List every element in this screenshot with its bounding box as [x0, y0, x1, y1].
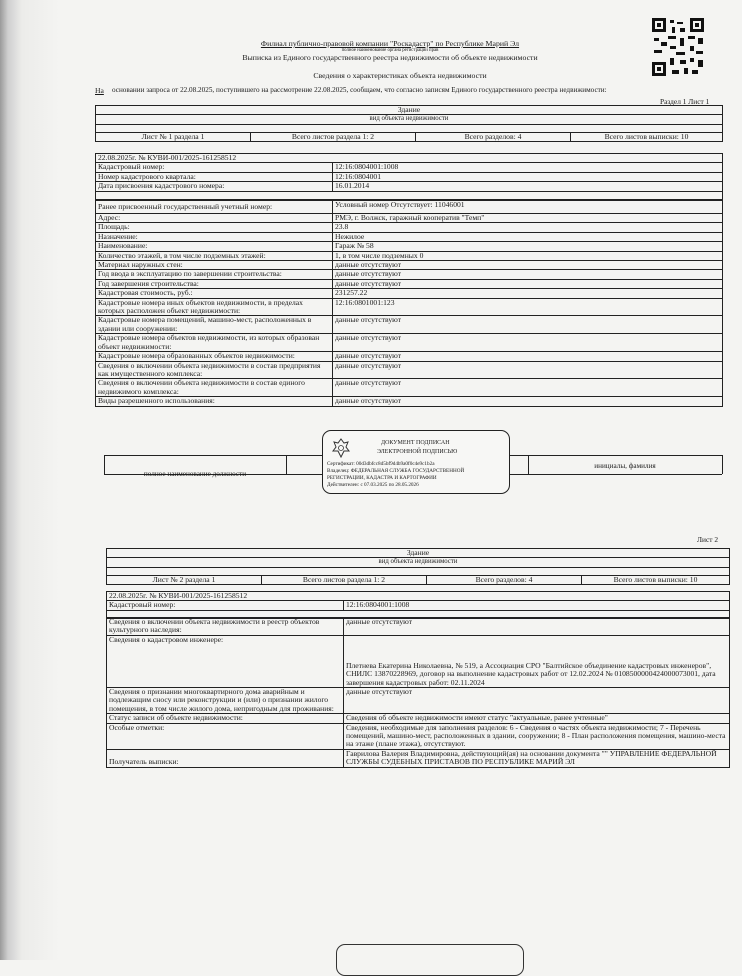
- e-signature-stamp-partial: [336, 944, 524, 976]
- e-signature-stamp: ДОКУМЕНТ ПОДПИСАН ЭЛЕКТРОННОЙ ПОДПИСЬЮ Сертификат: 00d3dbfcc8d5bf9d4b9a0f0c4e9c1b2a Владелец: ФЕДЕРАЛЬНАЯ СЛУЖБА ГОСУДАРСТВЕННОЙ РЕГИСТРАЦИИ, КАДАСТРА И КАРТОГРАФИИ Действителен: с 07.03.2025 по 28.05.2026: [322, 430, 510, 494]
- basis-prefix: На: [95, 86, 104, 95]
- table-row: Номер кадастрового квартала: 12:16:0804001: [96, 172, 723, 181]
- sheet1-ident-table: [95, 153, 723, 200]
- table-row: Кадастровые номера объектов недвижимости, из которых образован объект недвижимости: данные отсутствуют: [96, 334, 723, 352]
- table-row: Количество этажей, в том числе подземных этажей: 1, в том числе подземных 0: [96, 251, 723, 260]
- request-ref: 22.08.2025г. № КУВИ-001/2025-161258512: [96, 154, 723, 163]
- object-type-caption: вид объекта недвижимости: [96, 115, 723, 124]
- table-row: Назначение: Нежилое: [96, 232, 723, 241]
- table-row: Виды разрешенного использования: данные отсутствуют: [96, 397, 723, 406]
- coat-of-arms-icon: [331, 437, 351, 459]
- table-row: Площадь: 23.8: [96, 223, 723, 232]
- org-sub: полное наименование органа регистрации прав: [341, 48, 439, 53]
- table-row: Получатель выписки: Гаврилова Валерия Владимировна, действующий(ая) на основании документа "" УПРАВЛЕНИЕ ФЕДЕРАЛЬНОЙ СЛУЖБЫ СУДЕБНЫХ ПРИСТАВОВ ПО РЕСПУБЛИКЕ МАРИЙ ЭЛ: [107, 749, 730, 767]
- table-row: Кадастровая стоимость, руб.: 231257.22: [96, 289, 723, 298]
- sign-name-caption: инициалы, фамилия: [594, 462, 656, 470]
- scan-shadow: [0, 0, 70, 960]
- table-row: Сведения о включении объекта недвижимости в реестр объектов культурного наследия: данные отсутствуют: [107, 618, 730, 636]
- object-type: Здание: [96, 106, 723, 115]
- table-row: Кадастровые номера иных объектов недвижимости, в пределах которых расположен объект недвижимости: 12:16:0801001:123: [96, 298, 723, 316]
- org-line: Филиал публично-правовой компании "Роскадастр" по Республике Марий Эл: [260, 39, 520, 48]
- table-row: Год завершения строительства: данные отсутствуют: [96, 279, 723, 288]
- table-row: Год ввода в эксплуатацию по завершении строительства: данные отсутствуют: [96, 270, 723, 279]
- basis-text: основании запроса от 22.08.2025, поступившего на рассмотрение 22.08.2025, сообщаем, что согласно записям Единого государственного реестра недвижимости:: [112, 86, 607, 94]
- table-row: Кадастровый номер: 12:16:0804001:1008: [96, 163, 723, 172]
- table-row: Адрес: РМЭ, г. Волжск, гаражный кооператив "Темп": [96, 214, 723, 223]
- sheet1-header-table: [95, 105, 723, 142]
- table-row: Ранее присвоенный государственный учетный номер: Условный номер Отсутствует: 11046001: [96, 201, 723, 214]
- section-sheet: Раздел 1 Лист 1: [660, 97, 710, 106]
- section-title: Сведения о характеристиках объекта недвижимости: [313, 71, 487, 80]
- sheet-number: Лист № 1 раздела 1: [96, 132, 251, 141]
- sections-total: Всего разделов: 4: [416, 132, 571, 141]
- cadastral-number: 12:16:0804001:1008: [333, 163, 723, 172]
- table-row: Материал наружных стен: данные отсутствуют: [96, 261, 723, 270]
- table-row: Сведения о включении объекта недвижимости в состав предприятия как имущественного комплекса: данные отсутствуют: [96, 361, 723, 379]
- extract-title: Выписка из Единого государственного реестра недвижимости об объекте недвижимости: [242, 53, 538, 62]
- table-row: Кадастровые номера образованных объектов недвижимости: данные отсутствуют: [96, 352, 723, 361]
- table-row: Кадастровые номера помещений, машино-мест, расположенных в здании или сооружении: данные отсутствуют: [96, 316, 723, 334]
- sign-position-caption: полное наименование должности: [143, 470, 247, 478]
- table-row: Сведения о включении объекта недвижимости в состав единого недвижимого комплекса: данные отсутствуют: [96, 379, 723, 397]
- table-row: Статус записи об объекте недвижимости: Сведения об объекте недвижимости имеют статус "актуальные, ранее учтенные": [107, 714, 730, 723]
- table-row: Особые отметки: Сведения, необходимые для заполнения разделов: 6 - Сведения о частях объекта недвижимости; 7 - Перечень помещений, машино-мест, расположенных в здании, сооружении; 8 - План расположения помещения, машино-места на этаже (плане этажа), отсутствуют.: [107, 723, 730, 749]
- table-row: Сведения о признании многоквартирного дома аварийным и подлежащим сносу или реконструкции и (или) о признании жилого помещения, в том числе жилого дома, непригодным для проживания: данные отсутствуют: [107, 688, 730, 714]
- sheets-total: Всего листов выписки: 10: [571, 132, 723, 141]
- sheet2-label: Лист 2: [697, 535, 719, 544]
- table-row: Сведения о кадастровом инженере: Плетнева Екатерина Николаевна, № 519, а Ассоциация СРО "Балтийское объединение кадастровых инженеров", СНИЛС 13870228969, договор на выполнение кадастровых работ от 12.02.2024 № 0108500000424000073001, дата завершения кадастровых работ: 02.11.2024: [107, 635, 730, 687]
- assignment-date: 16.01.2014: [333, 182, 723, 191]
- sheet2-header-table: Здание вид объекта недвижимости Лист № 2 раздела 1 Всего листов раздела 1: 2 Всего разделов: 4 Всего листов выписки: 10: [106, 548, 730, 585]
- sheet2-ident-table: 22.08.2025г. № КУВИ-001/2025-161258512 Кадастровый номер: 12:16:0804001:1008: [106, 591, 730, 619]
- qr-code: [652, 18, 704, 76]
- sheet2-details-table: [106, 617, 730, 768]
- quarter-number: 12:16:0804001: [333, 172, 723, 181]
- table-row: Наименование: Гараж № 58: [96, 242, 723, 251]
- sheets-in-section: Всего листов раздела 1: 2: [251, 132, 416, 141]
- table-row: Дата присвоения кадастрового номера: 16.01.2014: [96, 182, 723, 191]
- table-row: Кадастровый номер: 12:16:0804001:1008: [107, 601, 730, 610]
- sheet1-details-table: [95, 200, 723, 407]
